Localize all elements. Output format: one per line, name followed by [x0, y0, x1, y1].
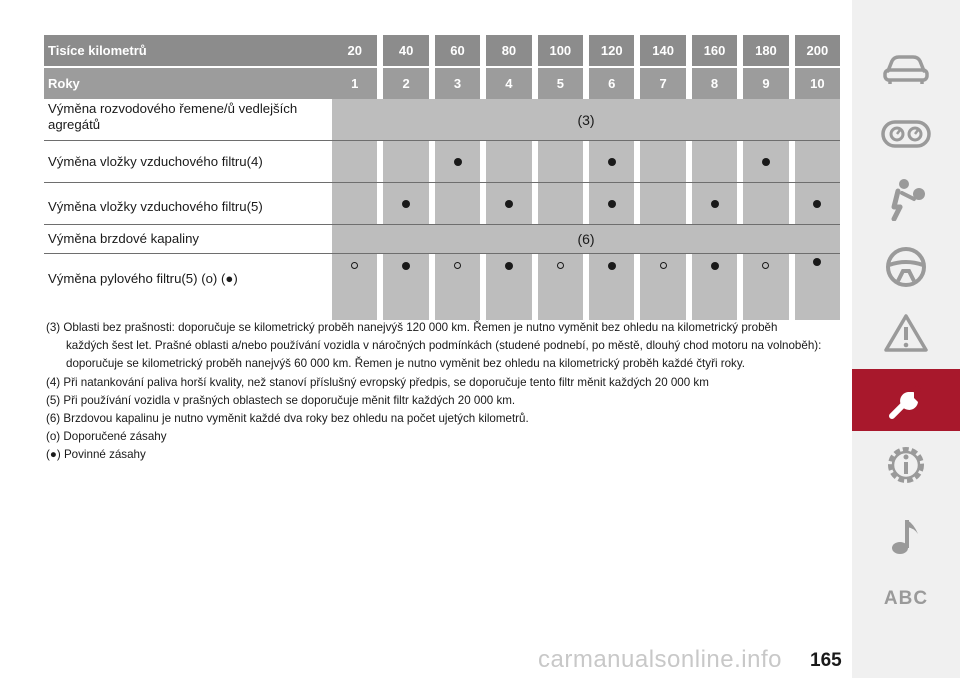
sidebar-item-emergency[interactable]	[852, 302, 960, 364]
mandatory-mark	[711, 262, 719, 270]
mandatory-mark	[608, 200, 616, 208]
table-cell	[743, 254, 788, 320]
sidebar-item-index[interactable]	[852, 568, 960, 630]
sidebar-item-vehicle[interactable]	[852, 38, 960, 100]
table-cell	[692, 254, 737, 320]
page-number: 165	[810, 650, 842, 671]
table-row	[44, 183, 840, 225]
mandatory-mark	[454, 158, 462, 166]
row-span-note: (3)	[332, 99, 840, 140]
sidebar-item-driving[interactable]	[852, 236, 960, 298]
mandatory-mark	[608, 158, 616, 166]
recommended-mark	[454, 262, 461, 269]
maintenance-table	[44, 35, 840, 320]
km-header-cell-1: 20	[332, 35, 377, 66]
table-cell	[795, 254, 840, 320]
table-cell	[795, 141, 840, 182]
mandatory-mark	[505, 262, 513, 270]
table-cell	[743, 141, 788, 182]
year-header-cell-9: 9	[743, 68, 788, 99]
table-cell	[538, 183, 583, 224]
table-cell	[383, 254, 428, 320]
row-label: Výměna brzdové kapaliny	[48, 231, 200, 246]
recommended-mark	[351, 262, 358, 269]
recommended-mark	[660, 262, 667, 269]
table-row	[44, 141, 840, 183]
year-header-cell-3: 3	[435, 68, 480, 99]
car-icon	[881, 51, 931, 87]
km-header-cell-4: 80	[486, 35, 531, 66]
table-cell	[692, 183, 737, 224]
header-km-label: Tisíce kilometrů	[44, 35, 332, 66]
row-label: Výměna vložky vzduchového filtru(5)	[48, 198, 263, 214]
table-cell	[332, 254, 377, 320]
dashboard-gauges-icon	[881, 119, 931, 149]
table-cell	[795, 183, 840, 224]
year-header-cell-4: 4	[486, 68, 531, 99]
info-gear-icon	[883, 442, 929, 488]
steering-wheel-icon	[884, 245, 928, 289]
footnote-line: doporučuje se kilometrický proběh nanejvýš 60 000 km. Řemen je nutno vyměnit bez ohledu na kilometrický proběh každé čtyři roky.	[66, 357, 745, 371]
year-header-cell-2: 2	[383, 68, 428, 99]
km-header-cell-5: 100	[538, 35, 583, 66]
mandatory-mark	[402, 200, 410, 208]
table-cell	[589, 254, 634, 320]
table-row	[44, 99, 840, 141]
footnote-line: každých šest let. Prašné oblasti a/nebo používání vozidla v náročných podmínkách (studené podnebí, po městě, dlouhý chod motoru na volnoběh):	[66, 339, 822, 353]
km-header-cell-10: 200	[795, 35, 840, 66]
mandatory-mark	[711, 200, 719, 208]
table-row	[44, 225, 840, 254]
mandatory-mark	[505, 200, 513, 208]
table-cell	[640, 183, 685, 224]
recommended-mark	[557, 262, 564, 269]
year-header-cell-8: 8	[692, 68, 737, 99]
mandatory-mark	[813, 200, 821, 208]
footnote-line: (5) Při používání vozidla v prašných oblastech se doporučuje měnit filtr každých 20 000 km.	[46, 393, 516, 407]
warning-triangle-icon	[883, 312, 929, 354]
row-label: Výměna pylového filtru(5) (o) (●)	[48, 271, 238, 286]
table-cell	[486, 254, 531, 320]
table-cell	[435, 254, 480, 320]
footnote-line: (o) Doporučené zásahy	[46, 430, 167, 444]
table-cell	[538, 254, 583, 320]
sidebar-item-instruments[interactable]	[852, 103, 960, 165]
table-cell	[435, 183, 480, 224]
airbag-passenger-icon	[884, 177, 928, 221]
sidebar-item-multimedia[interactable]	[852, 505, 960, 567]
index-abc-label: ABC	[883, 588, 929, 609]
table-cell	[486, 183, 531, 224]
table-cell	[538, 141, 583, 182]
table-cell	[692, 141, 737, 182]
table-cell	[589, 183, 634, 224]
year-header-cell-5: 5	[538, 68, 583, 99]
footnote-line: (6) Brzdovou kapalinu je nutno vyměnit každé dva roky bez ohledu na počet ujetých kilometrů.	[46, 412, 529, 426]
km-header-cell-3: 60	[435, 35, 480, 66]
table-cell	[332, 141, 377, 182]
mandatory-mark	[813, 258, 821, 266]
table-cell	[640, 141, 685, 182]
mandatory-mark	[762, 158, 770, 166]
recommended-mark	[762, 262, 769, 269]
row-label: Výměna rozvodového řemene/ů vedlejších agregátů	[48, 101, 298, 132]
footnote-line: (●) Povinné zásahy	[46, 448, 146, 462]
km-header-cell-6: 120	[589, 35, 634, 66]
chapter-sidebar	[852, 0, 960, 678]
table-cell	[640, 254, 685, 320]
km-header-cell-2: 40	[383, 35, 428, 66]
km-header-cell-8: 160	[692, 35, 737, 66]
year-header-cell-7: 7	[640, 68, 685, 99]
row-span-note: (6)	[332, 225, 840, 253]
table-cell	[383, 141, 428, 182]
table-cell	[589, 141, 634, 182]
table-cell	[332, 183, 377, 224]
table-cell	[383, 183, 428, 224]
row-label: Výměna vložky vzduchového filtru(4)	[48, 153, 263, 169]
header-years-label: Roky	[44, 68, 332, 99]
footnote-line: (3) Oblasti bez prašnosti: doporučuje se kilometrický proběh nanejvýš 120 000 km. Řemen je nutno vyměnit bez ohledu na kilometrický proběh	[46, 321, 778, 334]
year-header-cell-10: 10	[795, 68, 840, 99]
km-header-cell-9: 180	[743, 35, 788, 66]
header-row-years	[44, 68, 840, 99]
sidebar-item-safety[interactable]	[852, 168, 960, 230]
year-header-cell-6: 6	[589, 68, 634, 99]
table-cell	[435, 141, 480, 182]
table-cell	[486, 141, 531, 182]
table-row	[44, 254, 840, 320]
table-cell	[743, 183, 788, 224]
km-header-cell-7: 140	[640, 35, 685, 66]
mandatory-mark	[608, 262, 616, 270]
watermark: carmanualsonline.info	[538, 646, 782, 673]
sidebar-item-technical-data[interactable]	[852, 434, 960, 496]
footnote-line: (4) Při natankování paliva horší kvality, než stanoví příslušný evropský předpis, se doporučuje tento filtr měnit každých 20 000 km	[46, 375, 709, 389]
mandatory-mark	[402, 262, 410, 270]
year-header-cell-1: 1	[332, 68, 377, 99]
sidebar-item-maintenance[interactable]	[852, 369, 960, 431]
footnotes	[46, 319, 846, 465]
header-row-km	[44, 35, 840, 66]
music-note-icon	[888, 514, 924, 558]
wrench-icon	[884, 378, 928, 422]
